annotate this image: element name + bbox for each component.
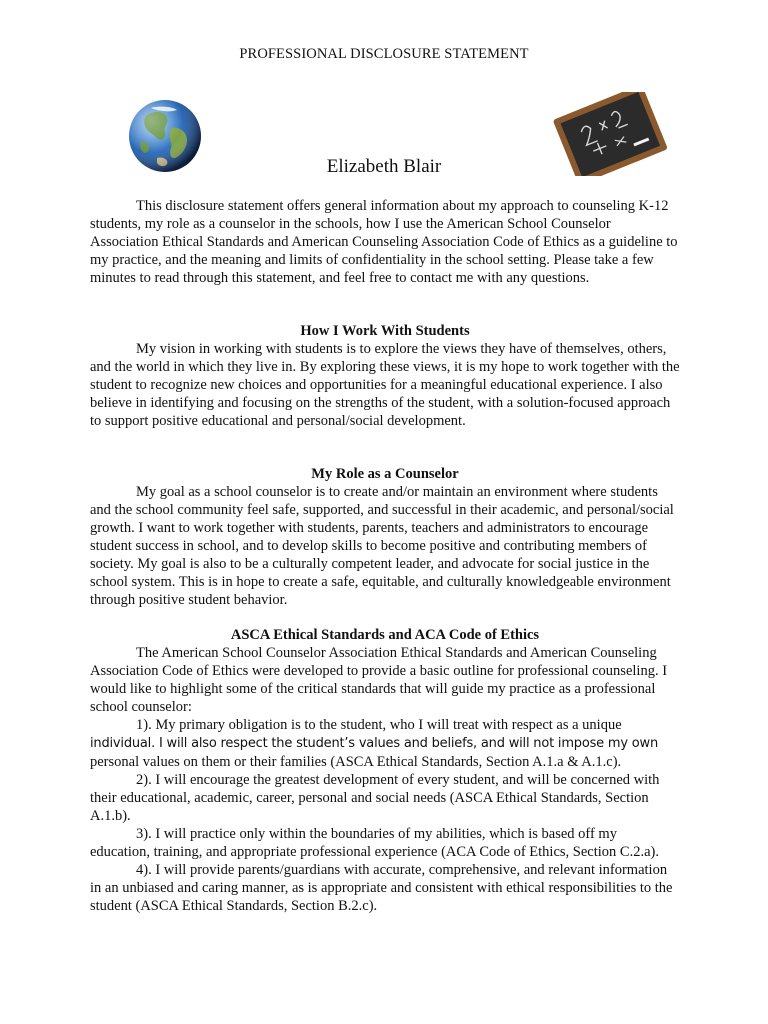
section-my-role (90, 465, 680, 609)
list-item: 3). I will practice only within the boundaries of my abilities, which is based off my education, training, and appropriate professional experience (ACA Code of Ethics, Section C.2.a). (90, 826, 659, 860)
list-item (90, 716, 680, 771)
list-item-handwritten-line: individual. I will also respect the student’s values and beliefs, and will not impose my own (90, 736, 659, 751)
list-item: 2). I will encourage the greatest development of every student, and will be concerned with their educational, academic, career, personal and social needs (ASCA Ethical Standards, Section A.1.b). (90, 772, 660, 824)
section-heading: My Role as a Counselor (311, 466, 459, 482)
list-item-text: personal values on them or their families (ASCA Ethical Standards, Section A.1.a & A.1.c). (90, 754, 622, 770)
document-title: PROFESSIONAL DISCLOSURE STATEMENT (239, 46, 529, 62)
section-how-i-work (90, 322, 680, 430)
section-text: The American School Counselor Association Ethical Standards and American Counseling Association Code of Ethics were developed to provide a basic outline for professional counseling. I would like to highlight some of the critical standards that will guide my practice as a professional school counselor: (90, 645, 668, 715)
author-name: Elizabeth Blair (326, 156, 442, 177)
list-item-text: 1). My primary obligation is to the student, who I will treat with respect as a unique (136, 717, 622, 733)
intro-paragraph (90, 197, 680, 287)
section-heading: How I Work With Students (300, 323, 470, 339)
section-ethics (90, 626, 680, 915)
list-item: 4). I will provide parents/guardians with accurate, comprehensive, and relevant information in an unbiased and caring manner, as is appropriate and consistent with ethical responsibilities to the student (ASCA Ethical Standards, Section B.2.c). (90, 862, 673, 914)
section-heading: ASCA Ethical Standards and ACA Code of Ethics (230, 627, 540, 643)
intro-text: This disclosure statement offers general information about my approach to counseling K-12 students, my role as a counselor in the schools, how I use the American School Counselor Association Ethical Standards and American Counseling Association Code of Ethics as a guideline to my practice, and the meaning and limits of confidentiality in the school setting. Please take a few minutes to read through this statement, and feel free to contact me with any questions. (90, 198, 678, 286)
section-text: My goal as a school counselor is to create and/or maintain an environment where students and the school community feel safe, supported, and successful in their academic, and personal/social growth. I want to work together with students, parents, teachers and administrators to encourage student success in school, and to develop skills to become positive and contributing members of society. My goal is also to be a culturally competent leader, and advocate for social justice in the school system. This is in hope to create a safe, equitable, and culturally knowledgeable environment through positive student behavior. (90, 484, 674, 608)
section-text: My vision in working with students is to explore the views they have of themselves, others, and the world in which they live in. By exploring these views, it is my hope to work together with the student to recognize new choices and opportunities for a meaningful educational experience. I also believe in identifying and focusing on the strengths of the student, with a solution-focused approach to support positive educational and personal/social development. (90, 341, 680, 429)
